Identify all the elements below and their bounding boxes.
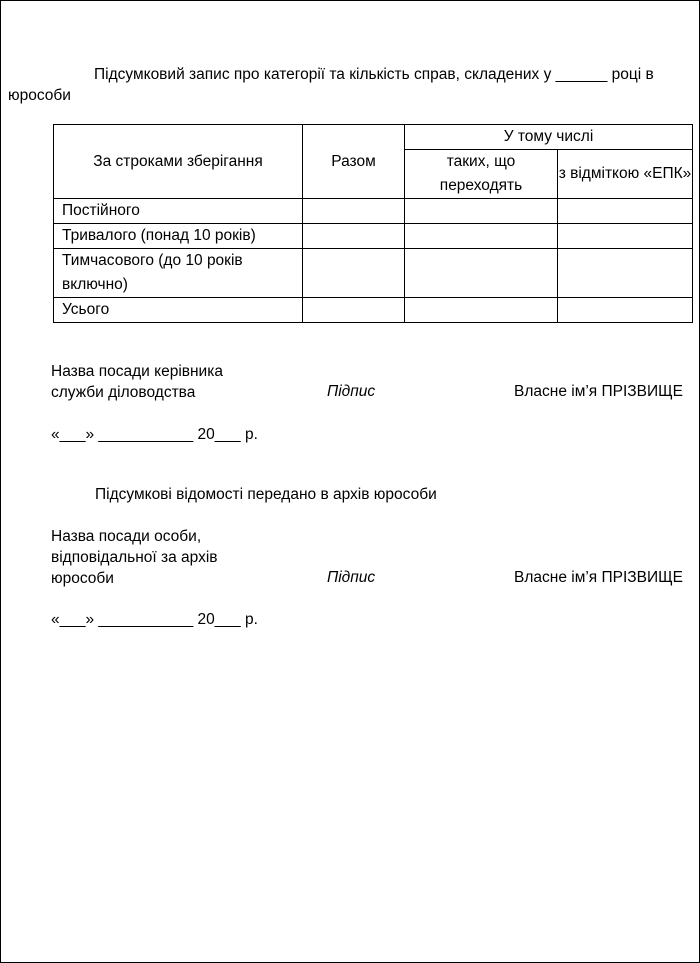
transfer-statement: Підсумкові відомості передано в архів юрособи <box>95 486 437 503</box>
row-label: Постійного <box>54 199 303 224</box>
full-name-placeholder: Власне ім’я ПРІЗВИЩЕ <box>514 383 683 400</box>
cell-transferring <box>405 249 558 298</box>
row-label: Усього <box>54 298 303 323</box>
header-storage-terms: За строками зберігання <box>54 125 303 199</box>
cell-transferring <box>405 199 558 224</box>
cell-total <box>303 249 405 298</box>
cell-transferring <box>405 298 558 323</box>
signature-block-records-head <box>51 361 683 405</box>
position-title: Назва посади керівника служби діловодства <box>51 363 223 401</box>
header-total: Разом <box>303 125 405 199</box>
full-name-placeholder: Власне ім’я ПРІЗВИЩЕ <box>514 569 683 586</box>
date-line: «___» ___________ 20___ р. <box>51 426 258 443</box>
table-row <box>54 249 693 298</box>
header-including: У тому числі <box>405 125 693 150</box>
signature-block-archive <box>51 526 683 592</box>
cell-epk <box>558 199 693 224</box>
table-row <box>54 224 693 249</box>
intro-text: Підсумковий запис про категорії та кількість справ, складених у ______ році в юрособи <box>8 66 654 104</box>
signature-placeholder: Підпис <box>327 383 376 400</box>
row-label: Тривалого (понад 10 років) <box>54 224 303 249</box>
cell-total <box>303 224 405 249</box>
signature-placeholder: Підпис <box>327 569 376 586</box>
cell-total <box>303 298 405 323</box>
header-transferring: таких, що переходять <box>405 150 558 199</box>
table-row <box>54 298 693 323</box>
summary-table <box>53 124 693 323</box>
row-label: Тимчасового (до 10 років включно) <box>54 249 303 298</box>
cell-epk <box>558 249 693 298</box>
cell-epk <box>558 298 693 323</box>
cell-total <box>303 199 405 224</box>
table-row <box>54 199 693 224</box>
cell-epk <box>558 224 693 249</box>
date-line: «___» ___________ 20___ р. <box>51 611 258 628</box>
position-title: Назва посади особи, відповідальної за архів юрособи <box>51 528 218 587</box>
header-epk: з відміткою «ЕПК» <box>558 150 693 199</box>
cell-transferring <box>405 224 558 249</box>
